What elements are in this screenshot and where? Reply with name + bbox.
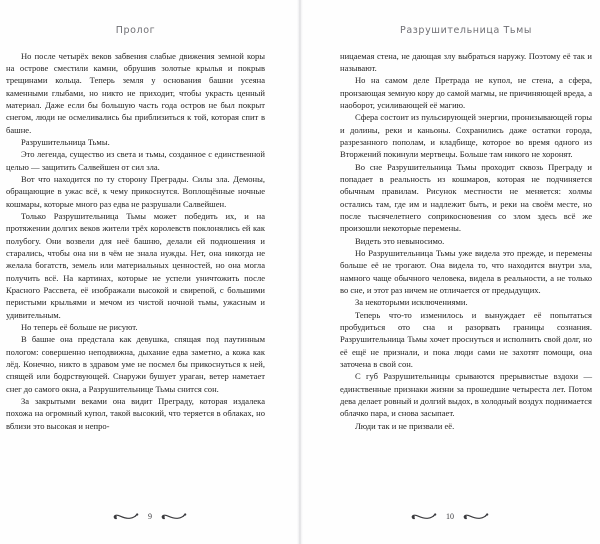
paragraph: Это легенда, существо из света и тьмы, созданное с единственной целью — защитить Салвейшен от сил зла. (6, 149, 265, 172)
paragraph: Но на самом деле Претрада не купол, не стена, а сфера, пронзающая земную кору до самой магмы, не причиняющей вреда, а наоборот, усиливающей её магию. (340, 75, 592, 110)
paragraph: Люди так и не призвали её. (355, 420, 455, 431)
right-page-running-head: Разрушительница Тьмы (400, 25, 532, 36)
paragraph: Теперь что-то изменилось и вынуждает её попытаться пробудиться ото сна и разорвать границы сознания. Разрушительница Тьмы хочет проснуться и исполнить свой долг, но её ещё не признали, и пока люди сами не захотят помощи, она заточена в свой сон. (340, 309, 592, 370)
left-page-running-head: Пролог (115, 25, 156, 36)
right-page (300, 0, 600, 544)
paragraph: Только Разрушительница Тьмы может победить их, и на протяжении долгих веков жители трёх королевств поклонялись ей как полубогу. Они возвели для неё башню, делали ей подношения и старались, чтобы она ни в чём не знала нужды. Нет, она никогда не желала богатств, земель или материальных ценностей, но она могла получить всё. На картинах, которые не успели уничтожить после Красного Рассвета, её изображали высокой и свирепой, с большими перистыми крыльями и мечом из чистой ночной тьмы, ужасным и удивительным. (6, 210, 265, 320)
paragraph: Разрушительница Тьмы. (21, 136, 110, 147)
right-page-body (340, 50, 592, 433)
left-page-folio (0, 512, 300, 522)
paragraph: Во сне Разрушительница Тьмы проходит сквозь Преграду и попадает в реальность из кошмаров, которая не подчиняется обычным правилам. Рисунок местности не меняется: холмы остались там, где им и надлежит быть, и реки на своём месте, но после тысячелетнего соприкосновения со злом здесь всё же произошли некоторые перемены. (340, 161, 592, 234)
paragraph: ницаемая стена, не дающая злу выбраться наружу. Поэтому её так и называют. (340, 50, 592, 73)
right-page-folio (300, 512, 600, 522)
paragraph: С губ Разрушительницы срываются прерывистые вздохи — единственные признаки жизни за прошедшие четыреста лет. Потом дева делает ровный и долгий выдох, в холодный воздух поднимается облачко пара, и снова засыпает. (340, 371, 592, 419)
paragraph: Вот что находится по ту сторону Преграды. Силы зла. Демоны, обращающие в ужас всё, к чему прикоснутся. Воплощённые ночные кошмары, которые много раз едва не разрушали Салвейшен. (6, 173, 265, 209)
paragraph: За закрытыми веками она видит Преграду, которая издалека похожа на огромный купол, такой высокий, что теряется в облаках, но вблизи это высокая и непро- (6, 396, 265, 431)
flourish-swash-icon (463, 512, 489, 522)
paragraph: Но Разрушительница Тьмы уже видела это прежде, и перемены больше её не трогают. Она видела то, что находится внутри зла, намного чаще обычного человека, видела в реальности, а не только во сне, и этот раз ничем не отличается от предыдущих. (340, 248, 592, 296)
page-number: 10 (446, 512, 454, 521)
left-page-body (6, 50, 265, 433)
paragraph: Но после четырёх веков забвения слабые движения земной коры на острове сместили камни, обрушив золотые крылья и покрыв трещинами кольца. Теперь земля у основания башни усеяна каменными глыбами, но никто не приходит, чтобы украсть ценный материал. Даже если бы большую часть года остров не был покрыт снегом, люди не осмеливались бы приблизиться к той, которая спит в башне. (6, 50, 265, 135)
flourish-swash-icon (161, 512, 187, 522)
paragraph: Сфера состоит из пульсирующей энергии, пронизывающей горы и долины, реки и каньоны. Сохранились даже остатки города, разрезанного пополам, и кладбище, которое во время одного из Вторжений покинули мертвецы. Больше там никого не хоронят. (340, 112, 592, 160)
flourish-swash-icon (113, 512, 139, 522)
paragraph: В башне она предстала как девушка, спящая под паутинным пологом: совершенно неподвижна, дыхание едва заметно, а кожа как лёд. Конечно, никто в здравом уме не посмел бы прикоснуться к ней, спящей или бодрствующей. Снаружи бушует ураган, ветер наметает снег до самого окна, а Разрушительнице Тьмы снится сон. (6, 334, 265, 394)
paragraph: Но теперь её больше не рисуют. (21, 322, 138, 333)
paragraph: За некоторыми исключениями. (355, 297, 468, 308)
paragraph: Видеть это невыносимо. (355, 235, 445, 246)
page-number: 9 (148, 512, 152, 521)
flourish-swash-icon (411, 512, 437, 522)
